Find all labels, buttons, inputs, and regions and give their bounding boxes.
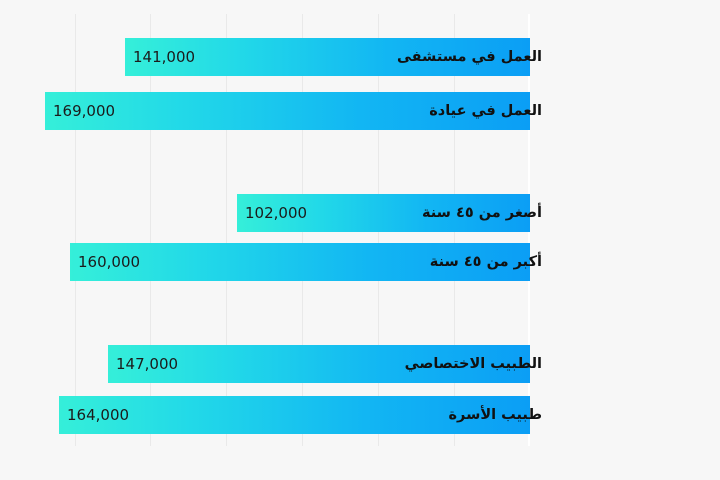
bar-value-label: 147,000 bbox=[116, 355, 179, 373]
category-label: طبيب الأسرة bbox=[448, 407, 542, 423]
category-label: العمل في عيادة bbox=[429, 103, 542, 119]
bar-value-label: 102,000 bbox=[245, 204, 308, 222]
category-label: العمل في مستشفى bbox=[396, 49, 542, 65]
category-label: أكبر من ٤٥ سنة bbox=[429, 254, 542, 270]
category-label: الطبيب الاختصاصي bbox=[404, 356, 542, 372]
category-label: أصغر من ٤٥ سنة bbox=[421, 205, 542, 221]
bar-value-label: 169,000 bbox=[53, 102, 116, 120]
bar-value-label: 160,000 bbox=[78, 253, 141, 271]
bar-value-label: 164,000 bbox=[67, 406, 130, 424]
bar-value-label: 141,000 bbox=[133, 48, 196, 66]
